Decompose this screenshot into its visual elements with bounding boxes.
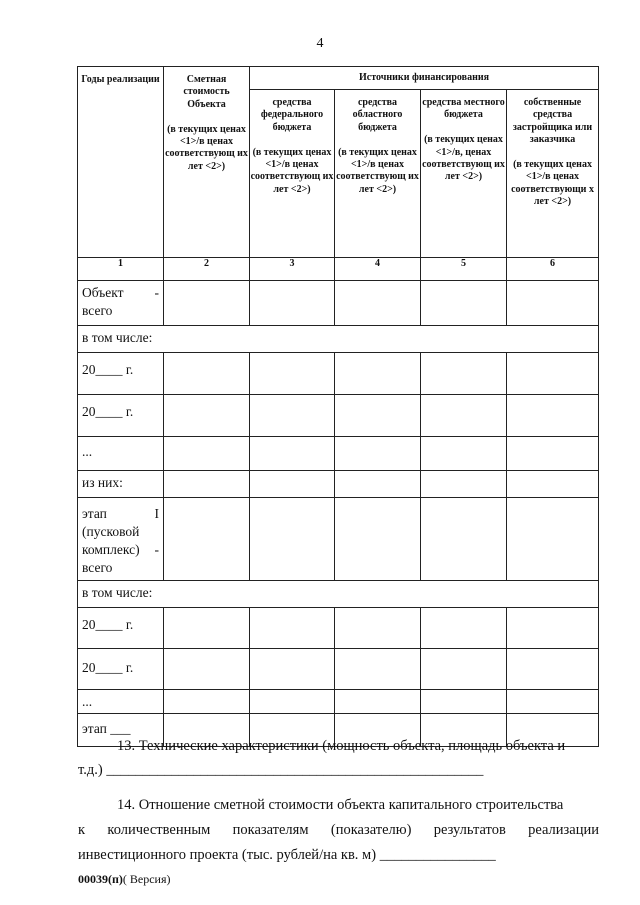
table-row (78, 395, 599, 437)
col-number-1: 1 (78, 258, 164, 281)
row-year-1: 20____ г. (78, 353, 164, 395)
table-cell (507, 498, 599, 581)
table-cell (164, 437, 250, 471)
table-cell (335, 437, 421, 471)
table-cell (507, 690, 599, 714)
header-local-note: (в текущих ценах <1>/в, ценах соответствующ их лет <2>) (422, 134, 505, 183)
header-cost-note: (в текущих ценах <1>/в ценах соответствующ их лет <2>) (165, 123, 248, 172)
header-federal-title: средства федерального бюджета (260, 97, 324, 133)
col-number-4: 4 (335, 258, 421, 281)
header-own-note: (в текущих ценах <1>/в ценах соответствующи х лет <2>) (511, 159, 594, 208)
table-cell (164, 649, 250, 690)
row-ellipsis-1: ... (78, 437, 164, 471)
row-label-object-total (78, 281, 164, 326)
table-row (78, 326, 599, 353)
row-label-dash: - (154, 285, 159, 300)
row-year-2: 20____ г. (78, 395, 164, 437)
header-local (421, 90, 507, 258)
footer-doc-code: 00039(п) (78, 872, 123, 886)
row-including-1: в том числе: (78, 326, 599, 353)
table-cell (335, 281, 421, 326)
col-number-3: 3 (250, 258, 335, 281)
col-number-2: 2 (164, 258, 250, 281)
table-cell (335, 353, 421, 395)
table-cell (250, 395, 335, 437)
row-year-4: 20____ г. (78, 649, 164, 690)
row-label-all: всего (82, 303, 113, 318)
table-cell (164, 498, 250, 581)
row-stage-1 (78, 498, 164, 581)
table-cell (507, 471, 599, 498)
table-cell (164, 353, 250, 395)
financing-table (77, 66, 599, 747)
header-years: Годы реализации (78, 67, 164, 258)
table-cell (335, 471, 421, 498)
section-14-line-1: 14. Отношение сметной стоимости объекта капитального строительства (117, 797, 564, 813)
table-cell (421, 395, 507, 437)
table-cell (250, 498, 335, 581)
table-cell (164, 608, 250, 649)
section-14-line-3: инвестиционного проекта (тыс. рублей/на кв. м) ________________ (78, 847, 496, 863)
section-13-line-1: 13. Технические характеристики (мощность объекта, площадь объекта и (117, 738, 566, 754)
table-row (78, 649, 599, 690)
row-stage-dash: - (154, 542, 159, 557)
section-13-line-2: т.д.) ____________________________________________________ (78, 762, 484, 778)
table-row (78, 437, 599, 471)
header-local-title: средства местного бюджета (422, 97, 505, 121)
table-cell (421, 437, 507, 471)
row-year-3: 20____ г. (78, 608, 164, 649)
table-cell (335, 608, 421, 649)
row-stage-blank: этап ___ (78, 714, 164, 747)
header-own (507, 90, 599, 258)
table-cell (164, 690, 250, 714)
table-cell (421, 649, 507, 690)
row-of-them: из них: (78, 471, 164, 498)
section-14-line-2: к количественным показателям (показателю) результатов реализации (78, 822, 599, 838)
header-federal (250, 90, 335, 258)
row-stage-word: этап (82, 506, 107, 521)
table-cell (164, 471, 250, 498)
header-federal-note: (в текущих ценах <1>/в ценах соответствующ их лет <2>) (250, 146, 334, 195)
row-stage-roman: I (154, 506, 159, 521)
row-stage-launch: (пусковой (82, 524, 140, 539)
footer-version: ( Версия) (122, 872, 171, 886)
table-cell (507, 649, 599, 690)
header-own-title: собственные средства застройщика или заказчика (512, 97, 593, 146)
table-cell (250, 649, 335, 690)
table-cell (335, 395, 421, 437)
table-cell (507, 395, 599, 437)
table-cell (421, 690, 507, 714)
table-cell (421, 608, 507, 649)
table-row (78, 353, 599, 395)
header-sources: Источники финансирования (250, 67, 599, 90)
header-regional-title: средства областного бюджета (352, 97, 403, 133)
row-label-object: Объект (82, 285, 124, 300)
table-row (78, 581, 599, 608)
table-row (78, 498, 599, 581)
table-row (78, 608, 599, 649)
footer-code (78, 872, 171, 887)
table-row (78, 690, 599, 714)
col-number-5: 5 (421, 258, 507, 281)
table-cell (335, 498, 421, 581)
table-cell (421, 498, 507, 581)
table-cell (250, 353, 335, 395)
table-cell (164, 395, 250, 437)
table-cell (250, 281, 335, 326)
table-cell (250, 608, 335, 649)
table-cell (335, 649, 421, 690)
header-regional (335, 90, 421, 258)
page-number: 4 (316, 36, 324, 51)
table-cell (250, 437, 335, 471)
table-cell (164, 281, 250, 326)
table-cell (507, 437, 599, 471)
table-cell (421, 471, 507, 498)
table-cell (507, 353, 599, 395)
table-cell (507, 281, 599, 326)
row-ellipsis-2: ... (78, 690, 164, 714)
table-cell (507, 608, 599, 649)
row-including-2: в том числе: (78, 581, 599, 608)
table-cell (335, 690, 421, 714)
header-cost-title: Сметная стоимость Объекта (183, 74, 230, 110)
col-number-6: 6 (507, 258, 599, 281)
table-cell (250, 471, 335, 498)
row-stage-complex: комплекс) (82, 542, 140, 557)
header-regional-note: (в текущих ценах <1>/в ценах соответствующ их лет <2>) (336, 146, 419, 195)
table-cell (421, 353, 507, 395)
row-stage-all: всего (82, 560, 113, 575)
table-row (78, 471, 599, 498)
column-numbers-row (78, 258, 599, 281)
header-cost (164, 67, 250, 258)
table-cell (250, 690, 335, 714)
table-row (78, 281, 599, 326)
table-cell (421, 281, 507, 326)
